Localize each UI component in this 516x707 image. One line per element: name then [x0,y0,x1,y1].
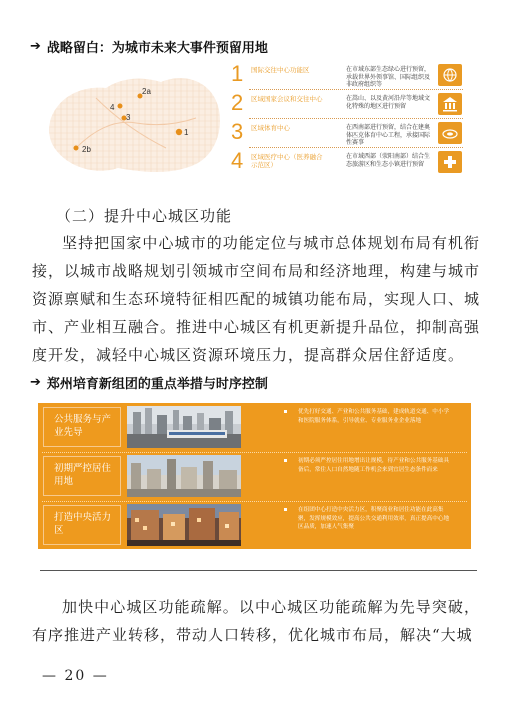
map-point-1 [176,129,182,135]
divider [249,118,463,119]
strategy-number: 2 [231,90,244,115]
measure-text: 在组团中心打造中央活力区，积聚商业和居住功能在此高集聚，发挥规模效应，提高公共交通利用效率，真正提高中心地区品质，加速人气集聚 [298,507,450,530]
divider [249,89,463,90]
city-photo [127,406,241,448]
subsection-heading: （二）提升中心城区功能 [56,207,233,225]
section-title-text: 战略留白：为城市未来大事件预留用地 [46,41,268,56]
section-title-measures [30,373,268,392]
measure-text: 初期必须严控居住用地增出让规模，待产业和公共服务基础具备后，常住人口自然地随工作机会来到宜居生态条件而来 [298,458,450,473]
map-label-1: 1 [184,128,189,137]
map-roads [49,78,220,172]
map-label-2b: 2b [82,145,91,154]
arrow-right-icon: ➔ [30,39,41,54]
globe-icon [438,64,462,86]
strategy-item [231,150,465,175]
body-paragraph: 加快中心城区功能疏解。以中心城区功能疏解为先导突破，有序推进产业转移，带动人口转移，优化城市布局，解决“大城 [32,598,480,644]
bullet [284,508,287,511]
strategy-item [231,92,465,117]
strategy-desc: 在嵩山、以及黄河沿岸等地域文化特殊的地区进行预留 [346,96,431,110]
measure-row [38,454,471,498]
strategy-name: 区域医疗中心（医养融合示范区） [251,154,323,169]
page-number: — 20 — [42,668,109,684]
city-photo [127,504,241,546]
strategy-desc: 在西南部进行预留，结合在建奥体匹克体育中心工程，承接国际性赛事 [346,125,431,146]
strategy-number: 1 [231,61,244,86]
measure-label: 公共服务与产业先导 [43,407,121,447]
strategy-desc: 在市域东部生态绿心进行预留，承载世界外领事馆、国际组织及非政府组织等 [346,67,431,88]
section-title-text: 郑州培育新组团的重点举措与时序控制 [46,377,268,392]
measure-row [38,405,471,449]
arrow-right-icon: ➔ [30,375,41,390]
city-photo [127,455,241,497]
measure-label: 初期严控居住用地 [43,456,121,496]
bullet [284,459,287,462]
section-title-strategy [30,37,268,56]
medical-icon [438,151,462,173]
strategy-number: 3 [231,119,244,144]
body-paragraph: 坚持把国家中心城市的功能定位与城市总体规划布局有机衔接，以城市战略规划引领城市空间布局和经济地理，构建与城市资源禀赋和生态环境特征相匹配的城镇功能布局，实现人口、城市、产业相互融合。推进中心城区有机更新提升品位，抑制高强度开发，减轻中心城区资源环境压力，提高群众居住舒适度。 [32,234,481,364]
measure-text: 优先打好交通、产业和公共服务基础，建成轨道交通、中小学和医院服务体系，引导就业、专业服务业企业落地 [298,409,450,424]
strategy-desc: 在市域西部（荥阳南部）结合生态旅游区和生态小镇进行预留 [346,154,431,168]
map-label-4: 4 [110,103,115,112]
map-point-4 [118,104,123,109]
strategy-name: 区域国家会议和交往中心 [251,96,323,103]
horizontal-rule [40,570,477,571]
measure-row [38,503,471,547]
map-point-2b [74,146,79,151]
strategy-item [231,121,465,146]
stadium-icon [438,122,462,144]
strategy-item [231,63,465,88]
strategy-number: 4 [231,148,244,173]
city-map [46,58,224,182]
map-label-3: 3 [126,113,131,122]
measures-panel [38,403,471,549]
divider [42,501,467,502]
bullet [284,410,287,413]
strategy-name: 区域体育中心 [251,125,290,132]
map-label-2a: 2a [142,87,151,96]
strategy-name: 国际交往中心功能区 [251,67,310,74]
divider [249,147,463,148]
divider [42,452,467,453]
measure-label: 打造中央活力区 [43,505,121,545]
temple-icon [438,93,462,115]
